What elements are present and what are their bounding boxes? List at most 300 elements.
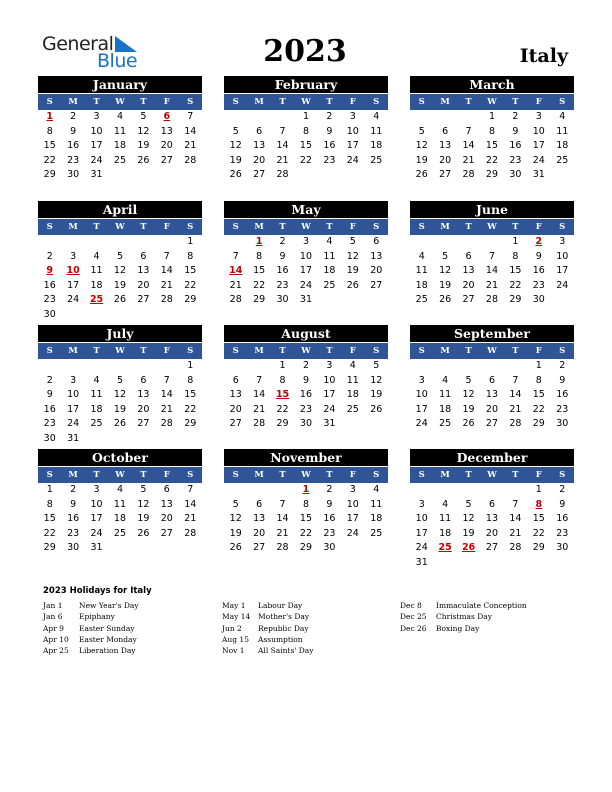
day-cell: 12 [346, 250, 359, 262]
day-cell: 9 [326, 125, 333, 137]
day-cell: 25 [89, 294, 104, 305]
day-cell: 20 [485, 403, 499, 415]
month-january [38, 76, 202, 183]
holiday-date: Apr 25 [43, 646, 69, 656]
week-row [410, 359, 574, 374]
weekday-header-row [410, 218, 574, 235]
day-cell: 7 [163, 250, 170, 262]
empty-day-cell [410, 483, 433, 498]
weekday-label: S [46, 346, 53, 356]
day-cell: 26 [370, 403, 383, 415]
day-cell: 26 [439, 294, 452, 305]
day-cell: 21 [184, 513, 197, 524]
day-cell: 20 [253, 527, 266, 539]
empty-day-cell [108, 359, 131, 374]
empty-day-cell [85, 308, 108, 323]
day-cell: 27 [160, 154, 173, 166]
day-cell: 15 [532, 513, 545, 524]
holiday-entry [43, 601, 139, 612]
holiday-entry [222, 646, 313, 657]
holiday-date: Dec 8 [400, 601, 422, 610]
day-cell: 12 [462, 513, 475, 524]
day-cell: 24 [299, 279, 313, 291]
weekday-header-row [410, 342, 574, 359]
holiday-entry [222, 612, 313, 623]
day-cell: 27 [253, 169, 266, 180]
day-cell: 4 [116, 484, 123, 495]
day-cell: 12 [113, 389, 127, 400]
day-cell: 28 [509, 418, 522, 429]
holidays-title: 2023 Holidays for Italy [43, 586, 152, 596]
holiday-entry [400, 624, 527, 635]
day-cell: 13 [137, 389, 150, 400]
weekday-header-row [410, 466, 574, 483]
weekday-label: S [559, 346, 566, 356]
day-cell: 27 [137, 418, 150, 429]
weekday-label: W [115, 346, 125, 356]
day-cell: 4 [93, 374, 100, 386]
day-cell: 24 [415, 418, 428, 429]
day-cell: 7 [279, 498, 286, 510]
weekday-label: S [232, 97, 239, 107]
day-cell: 10 [556, 250, 569, 262]
day-cell: 11 [370, 498, 383, 510]
day-cell: 24 [556, 279, 569, 291]
day-cell: 3 [302, 236, 309, 247]
day-cell: 31 [67, 432, 80, 444]
day-cell: 29 [532, 418, 545, 429]
day-cell: 31 [415, 556, 428, 568]
day-cell: 23 [323, 527, 336, 539]
day-cell: 10 [67, 389, 80, 400]
day-cell: 26 [346, 279, 359, 291]
holiday-entry [43, 646, 139, 657]
day-cell: 19 [346, 265, 359, 276]
week-row [410, 417, 574, 432]
day-cell: 4 [442, 498, 449, 510]
holiday-entry [222, 601, 313, 612]
logo-general-text: General [42, 33, 114, 55]
day-cell: 21 [160, 279, 173, 291]
empty-day-cell [155, 541, 178, 556]
day-cell: 31 [90, 542, 103, 553]
day-cell: 5 [232, 125, 239, 137]
day-cell: 16 [43, 279, 56, 291]
day-cell: 2 [559, 484, 566, 495]
weekday-label: W [487, 97, 497, 107]
day-cell: 27 [229, 418, 242, 429]
week-row [224, 168, 388, 183]
empty-day-cell [433, 235, 456, 250]
day-cell: 8 [187, 250, 194, 262]
week-row [410, 541, 574, 556]
holiday-name: Boxing Day [436, 623, 480, 633]
weekday-header-row [224, 342, 388, 359]
day-cell: 1 [302, 484, 310, 495]
holiday-name: Immaculate Conception [436, 601, 527, 610]
day-cell: 31 [323, 418, 336, 429]
weekday-label: F [349, 470, 356, 480]
day-cell: 11 [113, 125, 127, 137]
day-cell: 13 [160, 498, 173, 510]
day-cell: 17 [346, 140, 359, 151]
day-cell: 27 [370, 279, 383, 291]
empty-day-cell [132, 168, 155, 183]
empty-day-cell [365, 293, 388, 308]
day-cell: 12 [137, 125, 150, 137]
day-cell: 15 [184, 265, 197, 276]
day-cell: 1 [535, 484, 542, 495]
day-cell: 29 [184, 418, 197, 429]
day-cell: 19 [462, 527, 475, 539]
day-cell: 11 [415, 265, 428, 276]
empty-day-cell [155, 168, 178, 183]
day-cell: 25 [439, 418, 452, 429]
week-row [38, 417, 202, 432]
weekday-label: S [46, 470, 53, 480]
day-cell: 3 [93, 484, 100, 495]
holiday-date: Jan 1 [43, 601, 63, 610]
empty-day-cell [247, 483, 270, 498]
week-row [410, 498, 574, 513]
day-cell: 1 [488, 111, 495, 122]
day-cell: 18 [113, 140, 127, 151]
weekday-label: M [440, 346, 450, 356]
weekday-label: W [487, 346, 497, 356]
day-cell: 16 [532, 265, 545, 276]
day-cell: 21 [184, 140, 197, 151]
day-cell: 24 [532, 154, 545, 166]
month-header: September [410, 325, 574, 342]
weekday-header-row [38, 466, 202, 483]
weekday-label: T [279, 346, 286, 356]
day-cell: 19 [370, 389, 383, 400]
day-cell: 17 [67, 403, 80, 415]
day-cell: 4 [559, 111, 566, 122]
day-cell: 28 [462, 169, 475, 180]
weekday-label: W [487, 222, 497, 232]
day-cell: 10 [299, 250, 313, 262]
day-cell: 23 [67, 527, 80, 539]
day-cell: 25 [556, 154, 569, 166]
week-row [38, 359, 202, 374]
empty-day-cell [155, 235, 178, 250]
day-cell: 20 [160, 513, 173, 524]
day-cell: 18 [439, 527, 452, 539]
day-cell: 6 [232, 374, 239, 386]
holiday-name: Liberation Day [79, 646, 136, 656]
week-row [224, 541, 388, 556]
weekday-label: T [93, 470, 100, 480]
day-cell: 15 [43, 513, 56, 524]
day-cell: 11 [556, 125, 569, 137]
day-cell: 16 [43, 403, 56, 415]
day-cell: 2 [559, 360, 566, 371]
day-cell: 8 [302, 125, 309, 137]
day-cell: 1 [46, 484, 53, 495]
day-cell: 22 [532, 403, 545, 415]
empty-day-cell [365, 417, 388, 432]
week-row [224, 125, 388, 140]
day-cell: 22 [43, 527, 56, 539]
day-cell: 1 [46, 111, 54, 122]
day-cell: 5 [465, 498, 472, 510]
day-cell: 3 [418, 498, 425, 510]
empty-day-cell [457, 483, 480, 498]
empty-day-cell [108, 168, 131, 183]
weekday-label: S [559, 222, 566, 232]
day-cell: 22 [253, 279, 266, 291]
day-cell: 6 [140, 250, 147, 262]
day-cell: 6 [163, 111, 171, 122]
week-row [224, 483, 388, 498]
weekday-label: F [349, 97, 356, 107]
day-cell: 22 [43, 154, 56, 166]
day-cell: 8 [46, 125, 53, 137]
day-cell: 5 [140, 111, 147, 122]
generalblue-logo [42, 33, 142, 71]
day-cell: 2 [46, 374, 53, 386]
empty-day-cell [433, 359, 456, 374]
day-cell: 12 [462, 389, 475, 400]
weekday-label: T [93, 97, 100, 107]
day-cell: 2 [279, 236, 286, 247]
day-cell: 5 [373, 360, 380, 371]
weekday-header-row [224, 218, 388, 235]
day-cell: 10 [532, 125, 545, 137]
weekday-label: W [487, 470, 497, 480]
day-cell: 15 [184, 389, 197, 400]
weekday-label: T [140, 470, 147, 480]
day-cell: 26 [137, 154, 150, 166]
day-cell: 1 [535, 360, 542, 371]
weekday-label: M [68, 346, 78, 356]
week-row [410, 403, 574, 418]
day-cell: 30 [43, 432, 56, 444]
week-row [38, 512, 202, 527]
week-row [38, 403, 202, 418]
day-cell: 17 [346, 513, 359, 524]
day-cell: 3 [535, 111, 542, 122]
weekday-label: W [115, 222, 125, 232]
day-cell: 25 [370, 527, 383, 539]
weekday-label: S [187, 222, 194, 232]
week-row [38, 498, 202, 513]
empty-day-cell [224, 110, 247, 125]
week-row [410, 527, 574, 542]
month-september [410, 325, 574, 432]
empty-day-cell [179, 432, 202, 447]
weekday-label: F [535, 222, 542, 232]
month-may [224, 201, 388, 308]
day-cell: 1 [187, 360, 194, 371]
week-row [38, 293, 202, 308]
day-cell: 18 [370, 140, 383, 151]
weekday-label: S [232, 222, 239, 232]
week-row [38, 139, 202, 154]
day-cell: 2 [302, 360, 309, 371]
day-cell: 14 [509, 513, 522, 524]
day-cell: 1 [187, 236, 194, 247]
weekday-label: W [115, 470, 125, 480]
day-cell: 14 [276, 513, 289, 524]
weekday-label: F [349, 346, 356, 356]
empty-day-cell [504, 359, 527, 374]
empty-day-cell [61, 359, 84, 374]
day-cell: 17 [532, 140, 545, 151]
day-cell: 17 [556, 265, 569, 276]
weekday-label: T [326, 97, 333, 107]
month-july [38, 325, 202, 446]
weekday-label: S [559, 470, 566, 480]
weekday-label: T [326, 346, 333, 356]
day-cell: 17 [67, 279, 80, 291]
day-cell: 26 [229, 169, 242, 180]
week-row [410, 556, 574, 571]
holiday-entry [400, 601, 527, 612]
empty-day-cell [341, 417, 364, 432]
day-cell: 30 [556, 418, 569, 429]
day-cell: 22 [299, 527, 313, 539]
day-cell: 30 [67, 542, 80, 553]
day-cell: 23 [43, 294, 56, 305]
day-cell: 11 [113, 498, 127, 510]
holiday-entry [400, 612, 527, 623]
day-cell: 24 [67, 294, 80, 305]
day-cell: 25 [113, 527, 127, 539]
week-row [224, 403, 388, 418]
weekday-label: F [535, 346, 542, 356]
day-cell: 10 [346, 498, 359, 510]
month-august [224, 325, 388, 432]
day-cell: 27 [160, 527, 173, 539]
day-cell: 16 [67, 140, 80, 151]
day-cell: 15 [275, 389, 290, 400]
day-cell: 22 [485, 154, 499, 166]
week-row [224, 110, 388, 125]
day-cell: 9 [70, 498, 77, 510]
empty-day-cell [155, 308, 178, 323]
weekday-label: M [254, 97, 264, 107]
day-cell: 14 [509, 389, 522, 400]
day-cell: 4 [116, 111, 123, 122]
day-cell: 12 [229, 513, 242, 524]
holiday-entry [43, 635, 139, 646]
day-cell: 8 [256, 250, 263, 262]
day-cell: 15 [43, 140, 56, 151]
day-cell: 19 [229, 527, 242, 539]
day-cell: 8 [279, 374, 286, 386]
day-cell: 20 [229, 403, 242, 415]
day-cell: 24 [346, 154, 359, 166]
weekday-label: S [187, 97, 194, 107]
week-row [410, 125, 574, 140]
day-cell: 23 [276, 279, 289, 291]
empty-day-cell [504, 483, 527, 498]
day-cell: 13 [160, 125, 173, 137]
weekday-label: S [418, 97, 425, 107]
holiday-name: Easter Monday [79, 634, 137, 644]
country-title: Italy [519, 45, 568, 67]
empty-day-cell [61, 308, 84, 323]
day-cell: 23 [556, 527, 569, 539]
holiday-entry [43, 624, 139, 635]
weekday-header-row [224, 466, 388, 483]
day-cell: 20 [462, 279, 475, 291]
day-cell: 24 [90, 527, 103, 539]
day-cell: 18 [90, 403, 103, 415]
weekday-label: M [440, 222, 450, 232]
day-cell: 21 [276, 527, 289, 539]
year-title: 2023 [263, 34, 347, 69]
day-cell: 27 [485, 418, 499, 429]
weekday-label: F [163, 222, 170, 232]
day-cell: 26 [415, 169, 428, 180]
month-header: May [224, 201, 388, 218]
day-cell: 22 [184, 279, 197, 291]
week-row [224, 279, 388, 294]
weekday-label: T [93, 222, 100, 232]
day-cell: 9 [512, 125, 519, 137]
day-cell: 6 [442, 125, 449, 137]
day-cell: 18 [113, 513, 127, 524]
day-cell: 7 [488, 250, 495, 262]
day-cell: 13 [485, 513, 499, 524]
day-cell: 15 [253, 265, 266, 276]
empty-day-cell [551, 556, 574, 571]
day-cell: 26 [461, 542, 476, 553]
day-cell: 9 [46, 265, 54, 276]
day-cell: 21 [462, 154, 475, 166]
day-cell: 6 [256, 498, 263, 510]
day-cell: 19 [415, 154, 428, 166]
month-june [410, 201, 574, 308]
month-december [410, 449, 574, 570]
weekday-label: W [301, 470, 311, 480]
weekday-label: W [301, 222, 311, 232]
day-cell: 16 [276, 265, 289, 276]
day-cell: 4 [93, 250, 100, 262]
weekday-label: T [140, 97, 147, 107]
week-row [410, 139, 574, 154]
weekday-label: T [140, 346, 147, 356]
day-cell: 6 [488, 374, 495, 386]
day-cell: 6 [140, 374, 147, 386]
day-cell: 28 [276, 542, 289, 553]
day-cell: 28 [160, 294, 173, 305]
day-cell: 20 [160, 140, 173, 151]
empty-day-cell [365, 541, 388, 556]
day-cell: 17 [323, 389, 336, 400]
day-cell: 4 [373, 484, 380, 495]
week-row [224, 139, 388, 154]
day-cell: 8 [488, 125, 495, 137]
weekday-label: W [115, 97, 125, 107]
day-cell: 26 [113, 418, 127, 429]
day-cell: 17 [415, 527, 428, 539]
week-row [224, 154, 388, 169]
month-november [224, 449, 388, 556]
week-row [410, 168, 574, 183]
empty-day-cell [132, 308, 155, 323]
empty-day-cell [85, 235, 108, 250]
week-row [410, 483, 574, 498]
weekday-label: F [163, 470, 170, 480]
day-cell: 18 [415, 279, 428, 291]
day-cell: 25 [90, 418, 103, 429]
empty-day-cell [410, 110, 433, 125]
day-cell: 11 [323, 250, 336, 262]
